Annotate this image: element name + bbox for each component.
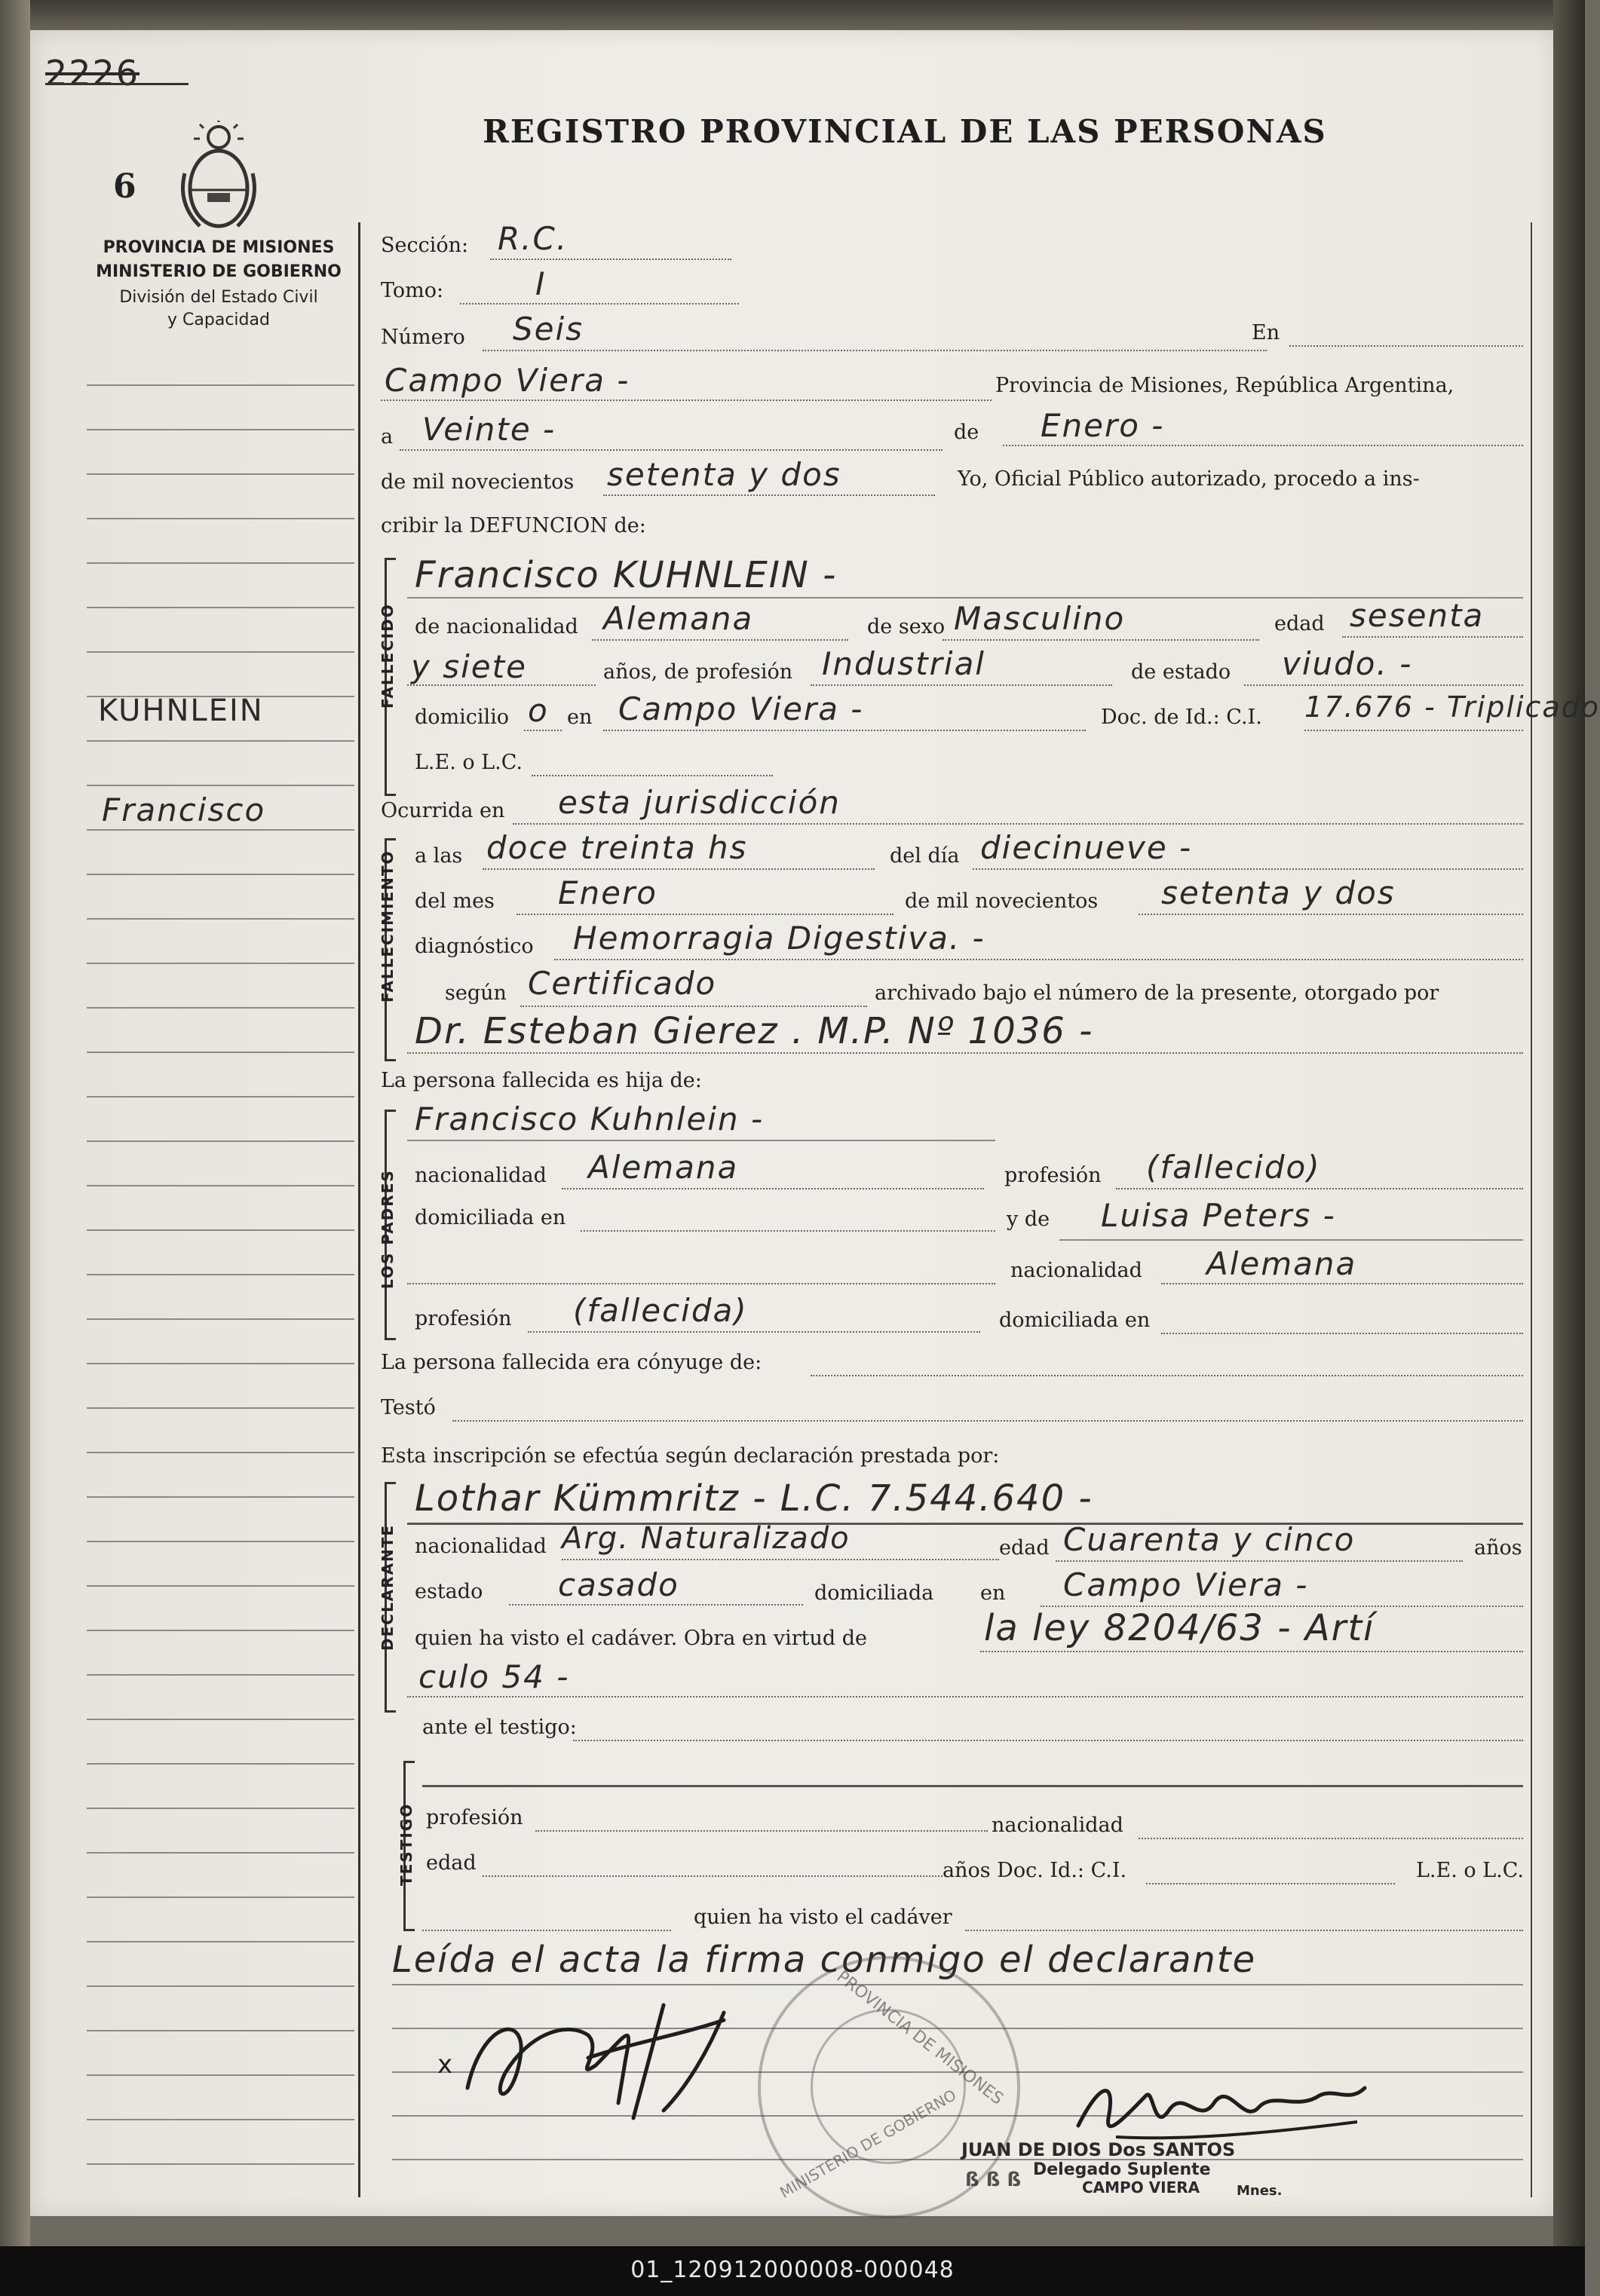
label-testigo-profesion: profesión (426, 1806, 523, 1829)
margin-rule (87, 651, 354, 653)
official-name: JUAN DE DIOS Dos SANTOS (961, 2139, 1236, 2160)
section-label-declarante: DECLARANTE (379, 1523, 397, 1651)
line-diagnostico (554, 959, 1523, 960)
value-numero: Seis (513, 311, 584, 347)
agency-line-capacity: y Capacidad (167, 311, 270, 329)
line-padre-dom (581, 1230, 995, 1232)
value-profesion: Industrial (822, 645, 985, 682)
line-ley-2 (407, 1696, 1523, 1698)
official-place-suffix: Mnes. (1237, 2183, 1283, 2199)
section-label-fallecimiento: FALLECIMIENTO (379, 850, 397, 1003)
line-nacionalidad (592, 639, 848, 641)
line-otorgado (407, 1052, 1523, 1054)
line-decl-edad (1056, 1560, 1463, 1562)
svg-text:x: x (437, 2050, 453, 2080)
line-en (1289, 345, 1523, 347)
line-mes (1003, 445, 1523, 446)
value-anio-fallec: setenta y dos (1161, 874, 1396, 911)
line-decl-nac (562, 1559, 999, 1560)
crossed-number: 2226 (45, 53, 140, 93)
label-seccion: Sección: (381, 234, 469, 257)
line-padre (407, 1140, 995, 1141)
margin-rule (87, 2163, 354, 2165)
value-diagnostico: Hemorragia Digestiva. - (573, 920, 985, 957)
value-madre-nac: Alemana (1206, 1245, 1357, 1282)
label-de-mil: de mil novecientos (381, 470, 575, 494)
margin-rule (87, 1541, 354, 1542)
value-declarante: Lothar Kümmritz - L.C. 7.544.640 - (415, 1477, 1093, 1520)
margin-rule (87, 1052, 354, 1053)
label-decl-domiciliada: domiciliada (814, 1581, 934, 1605)
line-sexo (943, 639, 1259, 641)
label-decl-nacionalidad: nacionalidad (415, 1535, 547, 1558)
line-domicilio (524, 730, 562, 731)
line-profesion (811, 684, 1112, 686)
margin-rule (87, 1674, 354, 1676)
value-decl-domicilio: Campo Viera - (1063, 1566, 1309, 1603)
line-madre-prof (528, 1331, 980, 1333)
margin-rule (87, 473, 354, 475)
margin-divider-line (358, 222, 360, 2197)
line-ante-testigo (573, 1740, 1523, 1741)
margin-rule (87, 1985, 354, 1987)
label-y-de: y de (1007, 1208, 1050, 1231)
register-page (30, 30, 1600, 2216)
right-border-line (1531, 222, 1532, 2197)
line-mes-fallec (516, 914, 893, 915)
value-hora: doce treinta hs (486, 829, 748, 866)
margin-rule (87, 518, 354, 519)
value-dia-fallec: diecinueve - (980, 829, 1193, 866)
margin-given-name: Francisco (102, 791, 266, 828)
label-ocurrida-en: Ocurrida en (381, 799, 505, 822)
label-provincia: Provincia de Misiones, República Argentina, (995, 374, 1454, 397)
value-mes: Enero - (1041, 407, 1165, 444)
margin-rule (87, 1896, 354, 1898)
line-tomo (460, 303, 739, 305)
line-padre-dom-2 (407, 1283, 995, 1284)
margin-rule (87, 963, 354, 964)
line-testigo-quien (965, 1930, 1523, 1931)
label-de-estado: de estado (1131, 660, 1231, 684)
label-inscribir: cribir la DEFUNCION de: (381, 514, 646, 537)
label-testo: Testó (381, 1396, 436, 1419)
label-le-lc: L.E. o L.C. (415, 751, 523, 774)
value-ocurrida: esta jurisdicción (558, 784, 841, 821)
line-dia (400, 449, 943, 451)
value-padre: Francisco Kuhnlein - (415, 1101, 765, 1137)
value-ley-1: la ley 8204/63 - Artí (984, 1607, 1375, 1649)
label-a-las: a las (415, 844, 463, 868)
label-del-dia: del día (890, 844, 960, 868)
line-padre-prof (1116, 1188, 1523, 1189)
line-edad-2 (407, 684, 596, 686)
line-edad (1342, 636, 1523, 638)
margin-rule (87, 1763, 354, 1765)
line-anio-fallec (1139, 914, 1523, 915)
section-label-testigo: TESTIGO (397, 1802, 415, 1886)
value-madre-prof: (fallecida) (573, 1292, 748, 1329)
agency-line-division: División del Estado Civil (119, 288, 318, 307)
margin-rule (87, 740, 354, 742)
label-tomo: Tomo: (381, 279, 444, 302)
line-le-lc (532, 775, 773, 776)
value-anio: setenta y dos (607, 456, 841, 493)
label-madre-profesion: profesión (415, 1307, 512, 1330)
value-ley-2: culo 54 - (418, 1658, 570, 1695)
label-archivado: archivado bajo el número de la presente, otorgado por (875, 981, 1439, 1005)
line-testigo-nac (1139, 1838, 1523, 1839)
section-label-fallecido: FALLECIDO (379, 603, 397, 709)
line-numero (483, 350, 1267, 351)
margin-rule (87, 874, 354, 875)
page-number: 6 (113, 167, 136, 206)
line-estado (1244, 684, 1523, 686)
margin-rule (87, 2074, 354, 2076)
line-padre-nac (562, 1188, 984, 1189)
label-testigo-anos-doc: años Doc. Id.: C.I. (943, 1859, 1127, 1882)
label-decl-estado: estado (415, 1580, 483, 1603)
label-edad: edad (1274, 612, 1325, 635)
margin-rule (87, 2030, 354, 2031)
value-padre-nac: Alemana (588, 1149, 739, 1186)
value-segun: Certificado (528, 965, 717, 1002)
line-testigo-edad (483, 1875, 943, 1877)
scan-file-label: 01_120912000008-000048 (630, 2257, 955, 2283)
label-testigo-quien-visto: quien ha visto el cadáver (694, 1906, 952, 1929)
line-testo (452, 1420, 1523, 1422)
line-testigo-nombre (422, 1785, 1523, 1787)
label-padre-nacionalidad: nacionalidad (415, 1164, 547, 1187)
label-decl-edad: edad (999, 1536, 1050, 1560)
line-testigo-extra (422, 1930, 671, 1931)
margin-rule (87, 429, 354, 430)
label-domicilio: domicilio (415, 706, 510, 729)
rubber-stamp-marks-icon (965, 2163, 1063, 2193)
label-diagnostico: diagnóstico (415, 935, 534, 958)
value-sexo: Masculino (954, 600, 1126, 637)
margin-rule (87, 1274, 354, 1275)
label-a: a (381, 425, 394, 448)
margin-rule (87, 1185, 354, 1186)
coat-of-arms-emblem-icon (177, 121, 260, 234)
line-anio (603, 494, 935, 496)
label-hija-de: La persona fallecida es hija de: (381, 1069, 702, 1092)
label-testigo-le-lc: L.E. o L.C. (1416, 1859, 1525, 1882)
line-segun (520, 1006, 867, 1007)
label-en-domicilio: en (567, 706, 593, 729)
label-yo-oficial: Yo, Oficial Público autorizado, procedo a ins- (958, 467, 1420, 491)
declarant-signature-icon (437, 1990, 829, 2133)
label-anos-profesion: años, de profesión (603, 660, 793, 684)
margin-rule (87, 1585, 354, 1587)
label-testigo-nacionalidad: nacionalidad (992, 1814, 1123, 1837)
label-conyuge: La persona fallecida era cónyuge de: (381, 1351, 762, 1374)
section-label-padres: LOS PADRES (379, 1169, 397, 1289)
margin-rule (87, 1229, 354, 1231)
agency-line-province: PROVINCIA DE MISIONES (103, 238, 335, 257)
line-ocurrida (513, 823, 1523, 825)
label-padre-profesion: profesión (1004, 1164, 1102, 1187)
value-madre: Luisa Peters - (1101, 1197, 1336, 1234)
label-inscripcion: Esta inscripción se efectúa según declaración prestada por: (381, 1444, 1000, 1468)
margin-rule (87, 1318, 354, 1320)
label-del-mes: del mes (415, 889, 495, 913)
value-edad-1: sesenta (1350, 597, 1485, 634)
label-decl-en: en (980, 1581, 1006, 1605)
margin-rule (87, 1852, 354, 1854)
value-seccion: R.C. (498, 220, 569, 257)
label-decl-anos: años (1474, 1536, 1522, 1560)
line-hora (483, 868, 875, 870)
agency-line-ministry: MINISTERIO DE GOBIERNO (96, 262, 342, 281)
margin-rule (87, 1363, 354, 1364)
margin-rule (87, 1630, 354, 1631)
value-nombre: Francisco KUHNLEIN - (415, 554, 838, 596)
value-tomo: I (535, 265, 547, 302)
value-padre-prof: (fallecido) (1146, 1149, 1321, 1186)
value-edad-2: y siete (411, 648, 527, 685)
label-madre-nacionalidad: nacionalidad (1010, 1259, 1142, 1282)
margin-rule (87, 918, 354, 920)
label-doc-id: Doc. de Id.: C.I. (1101, 706, 1262, 729)
label-de-sexo: de sexo (867, 615, 946, 638)
official-signature-icon (1071, 2065, 1372, 2148)
value-otorgado: Dr. Esteban Gierez . M.P. Nº 1036 - (415, 1010, 1094, 1052)
line-madre-dom (1161, 1333, 1523, 1334)
line-testigo-doc (1146, 1883, 1395, 1884)
margin-rule (87, 785, 354, 786)
margin-rule (87, 1096, 354, 1097)
label-segun: según (445, 981, 507, 1005)
line-conyuge (811, 1375, 1523, 1376)
value-nacionalidad: Alemana (603, 600, 754, 637)
label-padre-domiciliada: domiciliada en (415, 1206, 566, 1229)
crossed-number-underline (45, 83, 189, 85)
line-lugar (381, 400, 992, 401)
margin-rule (87, 562, 354, 564)
page-title: REGISTRO PROVINCIAL DE LAS PERSONAS (483, 113, 1327, 150)
label-numero: Número (381, 326, 465, 349)
svg-text:ß ß ß: ß ß ß (965, 2169, 1022, 2191)
value-decl-estado: casado (558, 1566, 679, 1603)
value-cierre: Leída el acta la firma conmigo el declarante (392, 1939, 1257, 1981)
line-ley (980, 1651, 1523, 1652)
value-decl-edad: Cuarenta y cinco (1063, 1521, 1356, 1558)
label-ante-testigo: ante el testigo: (422, 1716, 577, 1739)
margin-rule (87, 2119, 354, 2120)
margin-rule (87, 829, 354, 831)
label-quien-visto: quien ha visto el cadáver. Obra en virtud de (415, 1627, 868, 1650)
line-madre (1059, 1239, 1523, 1241)
official-place: CAMPO VIERA (1082, 2178, 1200, 2197)
value-domicilio: o (528, 692, 549, 729)
binder-left-edge (0, 0, 30, 2246)
label-de-mil-fallec: de mil novecientos (905, 889, 1099, 913)
stamp-lower-text: MINISTERIO DE GOBIERNO (777, 2086, 960, 2202)
value-dia: Veinte - (422, 411, 556, 448)
line-domicilio-lugar (603, 730, 1086, 731)
margin-rule (87, 1140, 354, 1142)
line-testigo-prof (535, 1830, 988, 1832)
line-doc-id (1304, 730, 1523, 731)
binder-right-edge (1553, 0, 1585, 2246)
margin-rule (87, 1452, 354, 1453)
margin-rule (87, 1941, 354, 1942)
official-role: Delegado Suplente (1033, 2160, 1211, 2179)
label-testigo-edad: edad (426, 1851, 477, 1875)
value-lugar: Campo Viera - (385, 362, 630, 399)
margin-rule (87, 1407, 354, 1409)
value-decl-nac: Arg. Naturalizado (562, 1521, 851, 1556)
label-madre-domiciliada: domiciliada en (999, 1309, 1151, 1332)
margin-rule (87, 1496, 354, 1498)
value-doc-id: 17.676 - Triplicado (1304, 690, 1600, 724)
value-mes-fallec: Enero (558, 874, 657, 911)
line-dia-fallec (973, 868, 1523, 870)
margin-rule (87, 1719, 354, 1720)
value-domicilio-lugar: Campo Viera - (618, 690, 864, 727)
margin-rule (87, 384, 354, 386)
label-de: de (954, 421, 979, 444)
margin-rule (87, 1007, 354, 1009)
stamp-circle-text: PROVINCIA DE MISIONES (832, 1967, 1007, 2109)
label-de-nacionalidad: de nacionalidad (415, 615, 578, 638)
line-seccion (490, 259, 731, 260)
margin-rule (87, 1808, 354, 1809)
value-estado: viudo. - (1282, 645, 1413, 682)
line-madre-nac (1161, 1283, 1523, 1284)
line-decl-estado (509, 1604, 803, 1606)
margin-rule (87, 607, 354, 608)
label-en: En (1252, 321, 1280, 344)
margin-surname: KUHNLEIN (98, 693, 264, 728)
